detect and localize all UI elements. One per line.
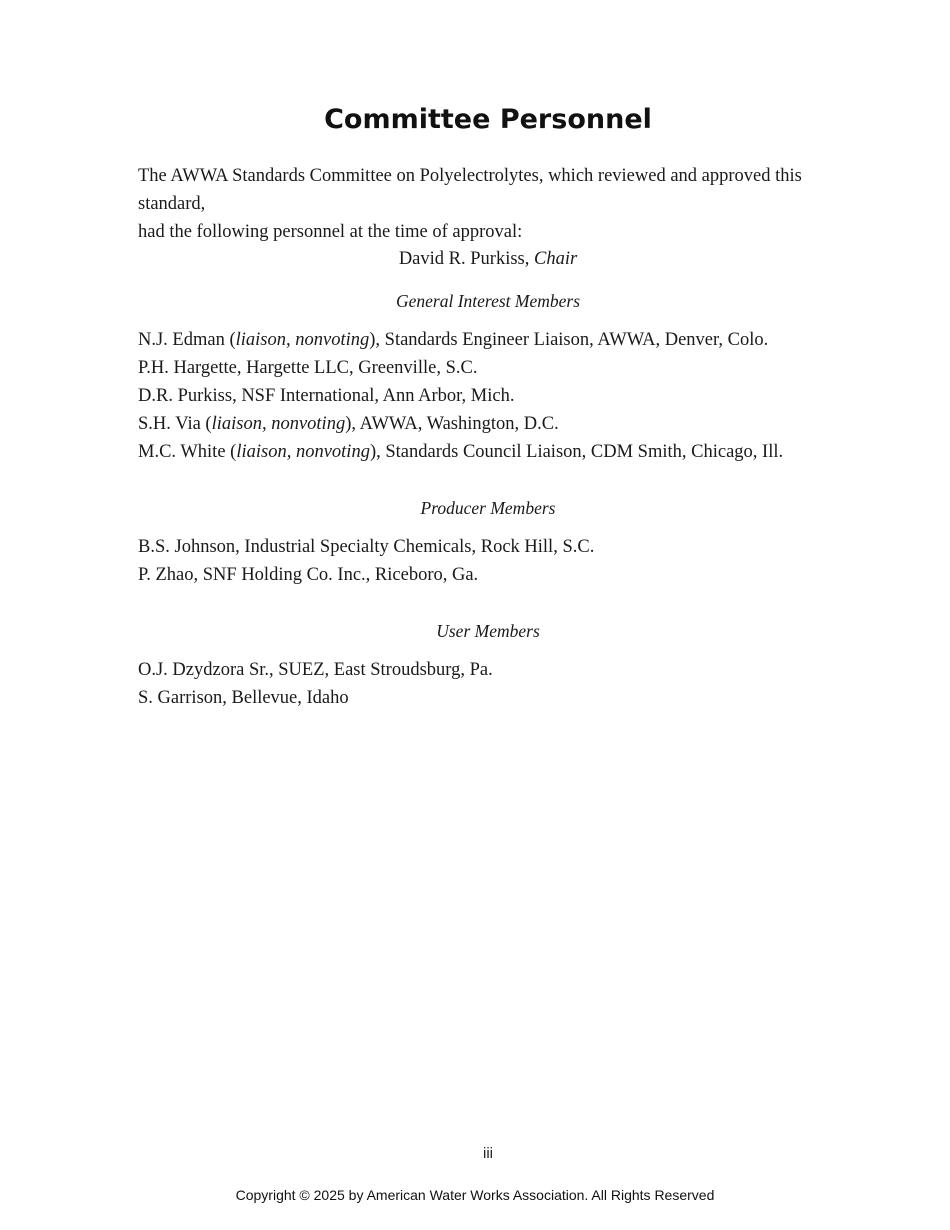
member-entry: P. Zhao, SNF Holding Co. Inc., Riceboro, Ga.: [138, 565, 479, 585]
member-entry: M.C. White (liaison, nonvoting), Standards Council Liaison, CDM Smith, Chicago, Ill.: [138, 442, 784, 462]
copyright-notice: Copyright © 2025 by American Water Works Association. All Rights Reserved: [235, 1187, 715, 1203]
page-title: Committee Personnel: [324, 104, 652, 135]
intro-line-1: The AWWA Standards Committee on Polyelectrolytes, which reviewed and approved this standard,: [138, 166, 802, 214]
general-interest-heading: General Interest Members: [395, 291, 581, 311]
member-entry: B.S. Johnson, Industrial Specialty Chemicals, Rock Hill, S.C.: [138, 537, 595, 557]
intro-line-2: had the following personnel at the time of approval:: [138, 222, 523, 242]
member-entry: O.J. Dzydzora Sr., SUEZ, East Stroudsburg, Pa.: [138, 660, 493, 680]
member-entry: N.J. Edman (liaison, nonvoting), Standards Engineer Liaison, AWWA, Denver, Colo.: [138, 330, 769, 350]
member-entry: P.H. Hargette, Hargette LLC, Greenville, S.C.: [138, 358, 478, 378]
member-entry: D.R. Purkiss, NSF International, Ann Arbor, Mich.: [138, 386, 515, 406]
chair-name: David R. Purkiss,: [398, 249, 534, 269]
general-interest-list: [138, 326, 898, 466]
intro-paragraph: [138, 162, 858, 246]
producer-members-heading: Producer Members: [420, 498, 556, 518]
chair-line: [0, 245, 950, 273]
user-members-heading: User Members: [436, 621, 540, 641]
member-entry: S.H. Via (liaison, nonvoting), AWWA, Washington, D.C.: [138, 414, 559, 434]
user-members-list: [138, 656, 898, 712]
chair-role: Chair: [533, 249, 578, 269]
member-entry: S. Garrison, Bellevue, Idaho: [138, 688, 349, 708]
page-number: iii: [483, 1145, 493, 1162]
producer-members-list: [138, 533, 898, 589]
